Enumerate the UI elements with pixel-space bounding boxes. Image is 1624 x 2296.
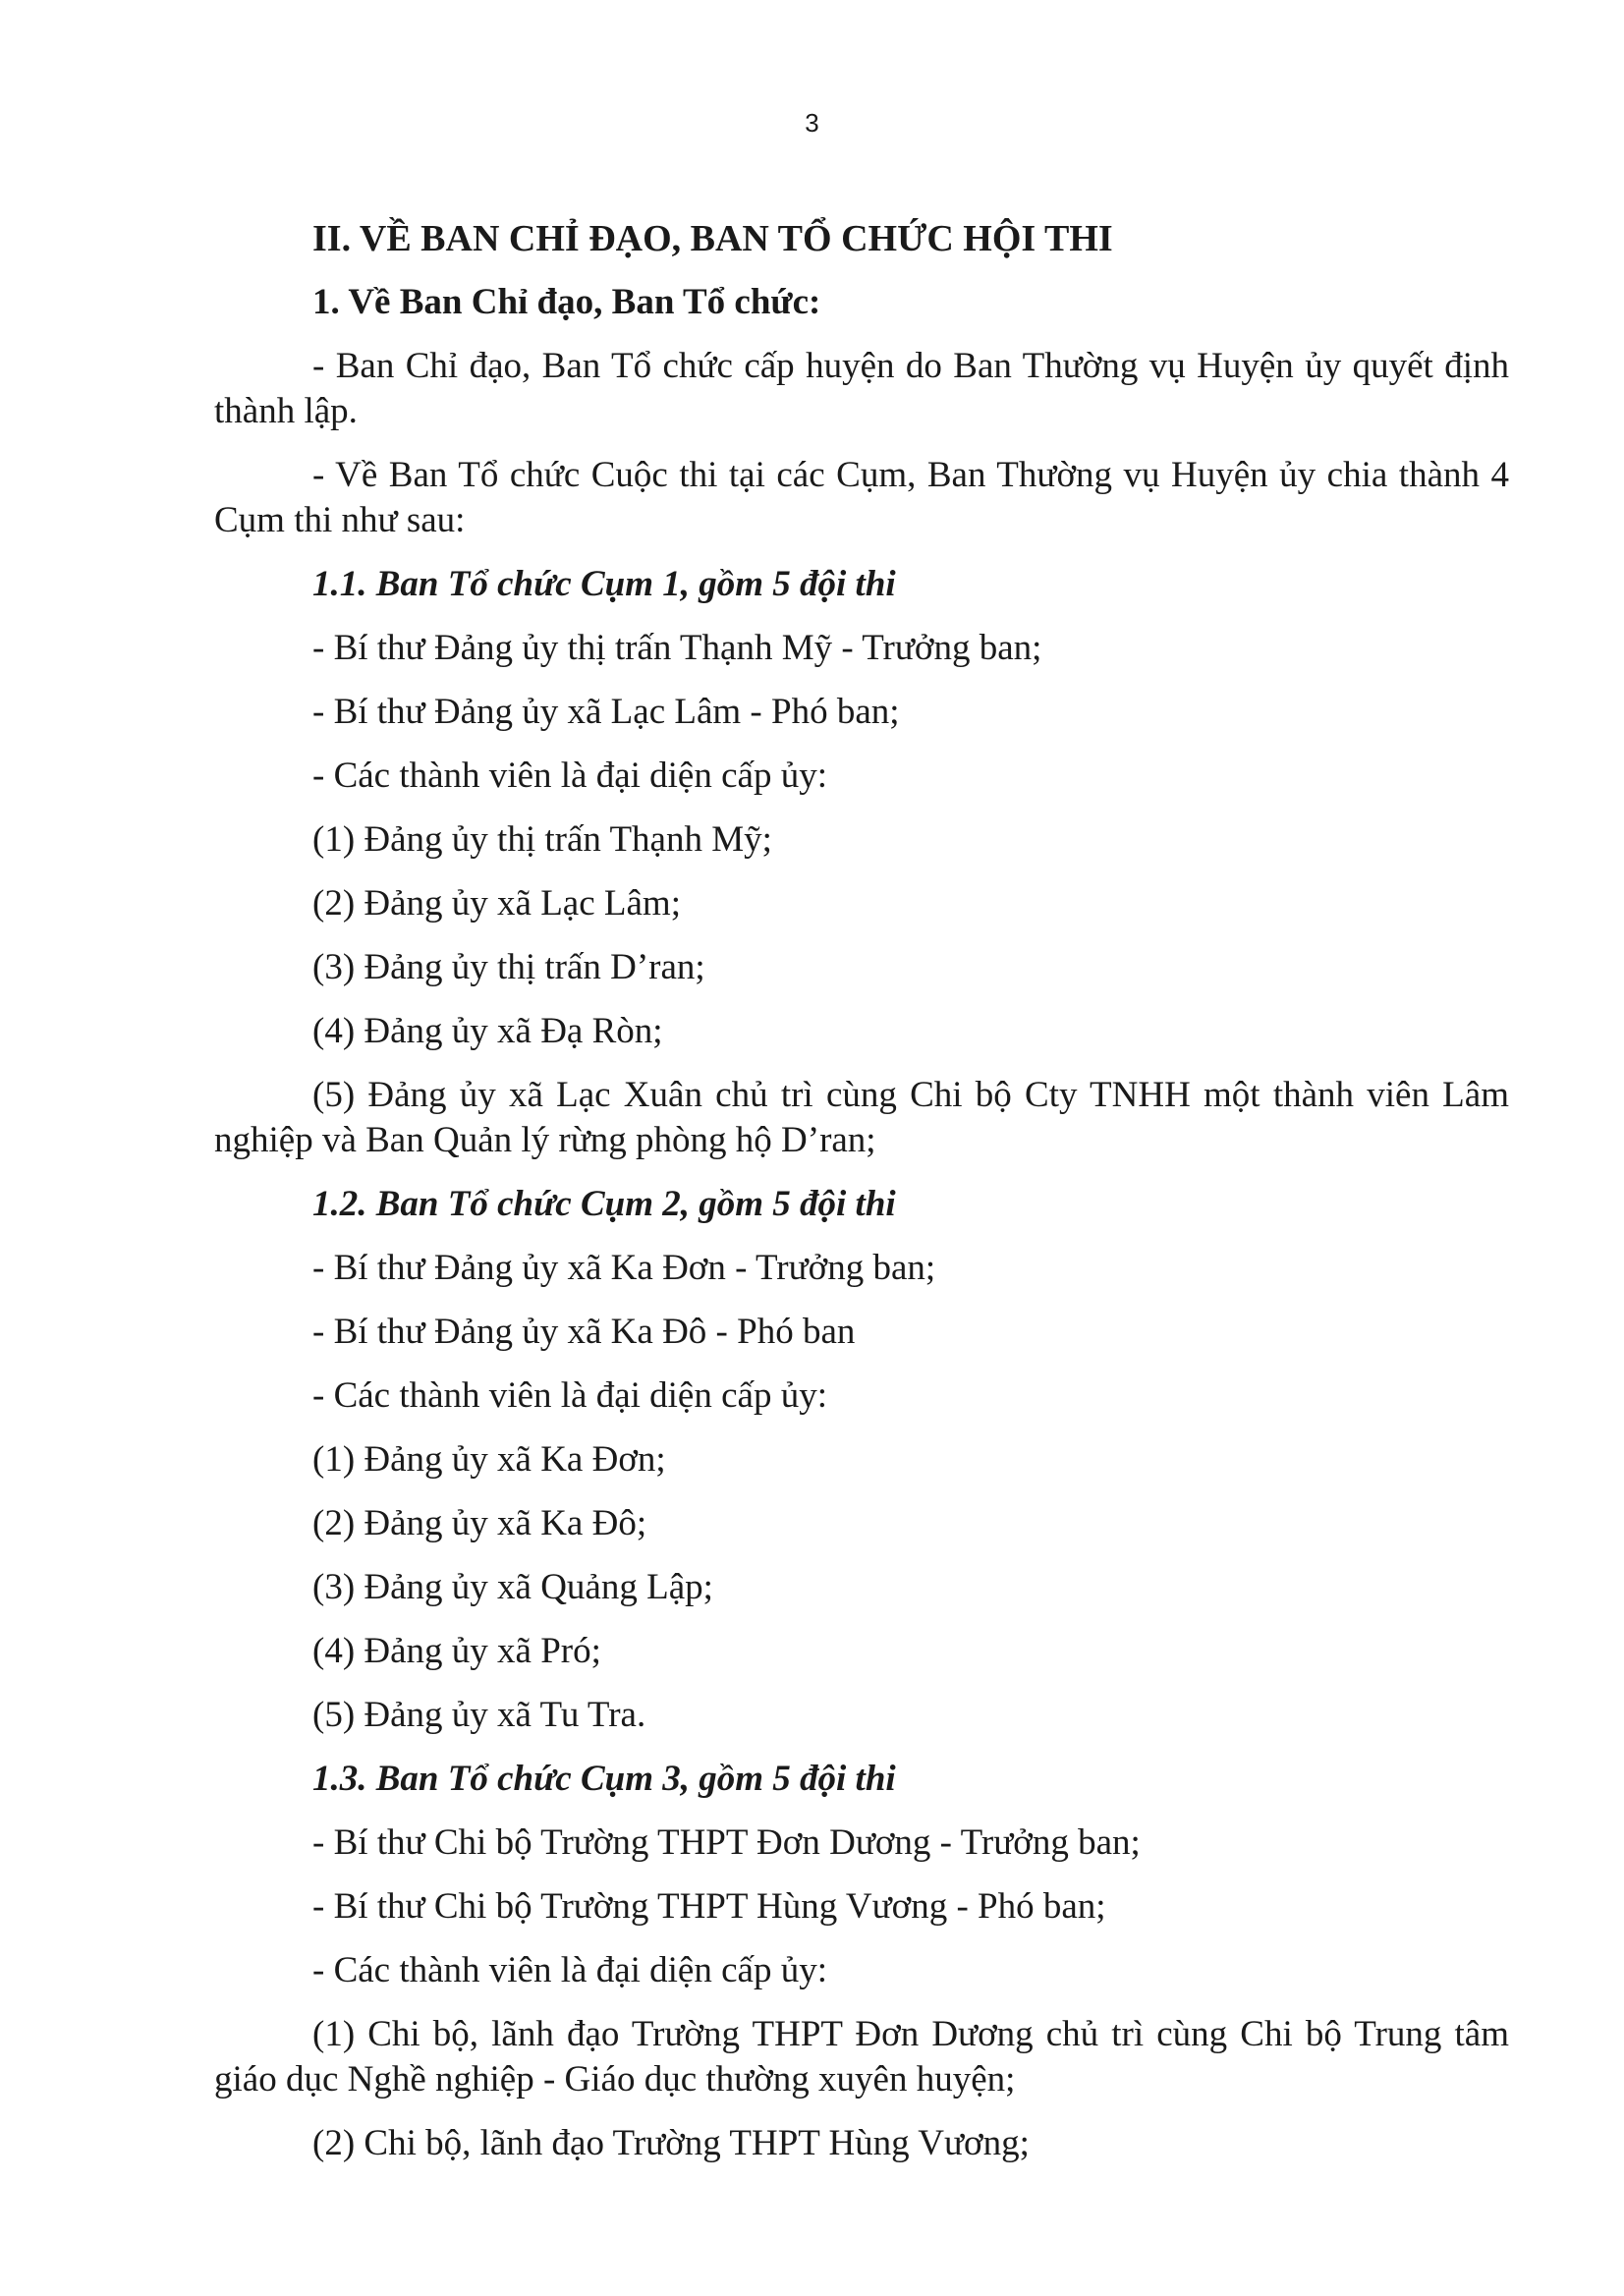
intro-paragraph: - Ban Chỉ đạo, Ban Tổ chức cấp huyện do Ban Thường vụ Huyện ủy quyết định thành lập. (214, 346, 1509, 431)
list-item: - Các thành viên là đại diện cấp ủy: (312, 1375, 827, 1416)
list-item: (5) Đảng ủy xã Tu Tra. (312, 1695, 646, 1735)
subsection-heading: 1. Về Ban Chỉ đạo, Ban Tổ chức: (312, 282, 821, 322)
cluster-1-heading: 1.1. Ban Tổ chức Cụm 1, gồm 5 đội thi (312, 564, 896, 604)
cluster-2-heading: 1.2. Ban Tổ chức Cụm 2, gồm 5 đội thi (312, 1184, 896, 1224)
list-item: - Bí thư Đảng ủy thị trấn Thạnh Mỹ - Trưởng ban; (312, 628, 1042, 668)
list-item: (2) Đảng ủy xã Lạc Lâm; (312, 883, 681, 924)
list-item: (4) Đảng ủy xã Đạ Ròn; (312, 1011, 663, 1051)
list-item: (2) Chi bộ, lãnh đạo Trường THPT Hùng Vương; (312, 2123, 1030, 2163)
list-item: - Bí thư Đảng ủy xã Lạc Lâm - Phó ban; (312, 692, 900, 732)
list-item: - Bí thư Chi bộ Trường THPT Hùng Vương - Phó ban; (312, 1886, 1106, 1927)
list-item: (1) Đảng ủy thị trấn Thạnh Mỹ; (312, 819, 772, 860)
list-item: - Bí thư Đảng ủy xã Ka Đơn - Trưởng ban; (312, 1248, 936, 1288)
list-item: (3) Đảng ủy thị trấn D’ran; (312, 947, 705, 987)
section-heading: II. VỀ BAN CHỈ ĐẠO, BAN TỔ CHỨC HỘI THI (312, 218, 1113, 259)
list-item: (4) Đảng ủy xã Pró; (312, 1631, 601, 1671)
list-item: (1) Chi bộ, lãnh đạo Trường THPT Đơn Dương chủ trì cùng Chi bộ Trung tâm giáo dục Nghề nghiệp - Giáo dục thường xuyên huyện; (214, 2014, 1509, 2100)
list-item: (1) Đảng ủy xã Ka Đơn; (312, 1439, 666, 1480)
cluster-3-heading: 1.3. Ban Tổ chức Cụm 3, gồm 5 đội thi (312, 1759, 896, 1799)
document-body (214, 216, 1509, 2185)
list-item: (5) Đảng ủy xã Lạc Xuân chủ trì cùng Chi bộ Cty TNHH một thành viên Lâm nghiệp và Ban Quản lý rừng phòng hộ D’ran; (214, 1075, 1509, 1160)
list-item: - Các thành viên là đại diện cấp ủy: (312, 1950, 827, 1990)
list-item: (3) Đảng ủy xã Quảng Lập; (312, 1567, 713, 1607)
list-item: - Bí thư Đảng ủy xã Ka Đô - Phó ban (312, 1312, 856, 1352)
intro-paragraph: - Về Ban Tổ chức Cuộc thi tại các Cụm, Ban Thường vụ Huyện ủy chia thành 4 Cụm thi như sau: (214, 455, 1509, 540)
page-number: 3 (805, 108, 819, 138)
list-item: - Bí thư Chi bộ Trường THPT Đơn Dương - Trưởng ban; (312, 1822, 1141, 1863)
list-item: - Các thành viên là đại diện cấp ủy: (312, 756, 827, 796)
list-item: (2) Đảng ủy xã Ka Đô; (312, 1503, 647, 1543)
